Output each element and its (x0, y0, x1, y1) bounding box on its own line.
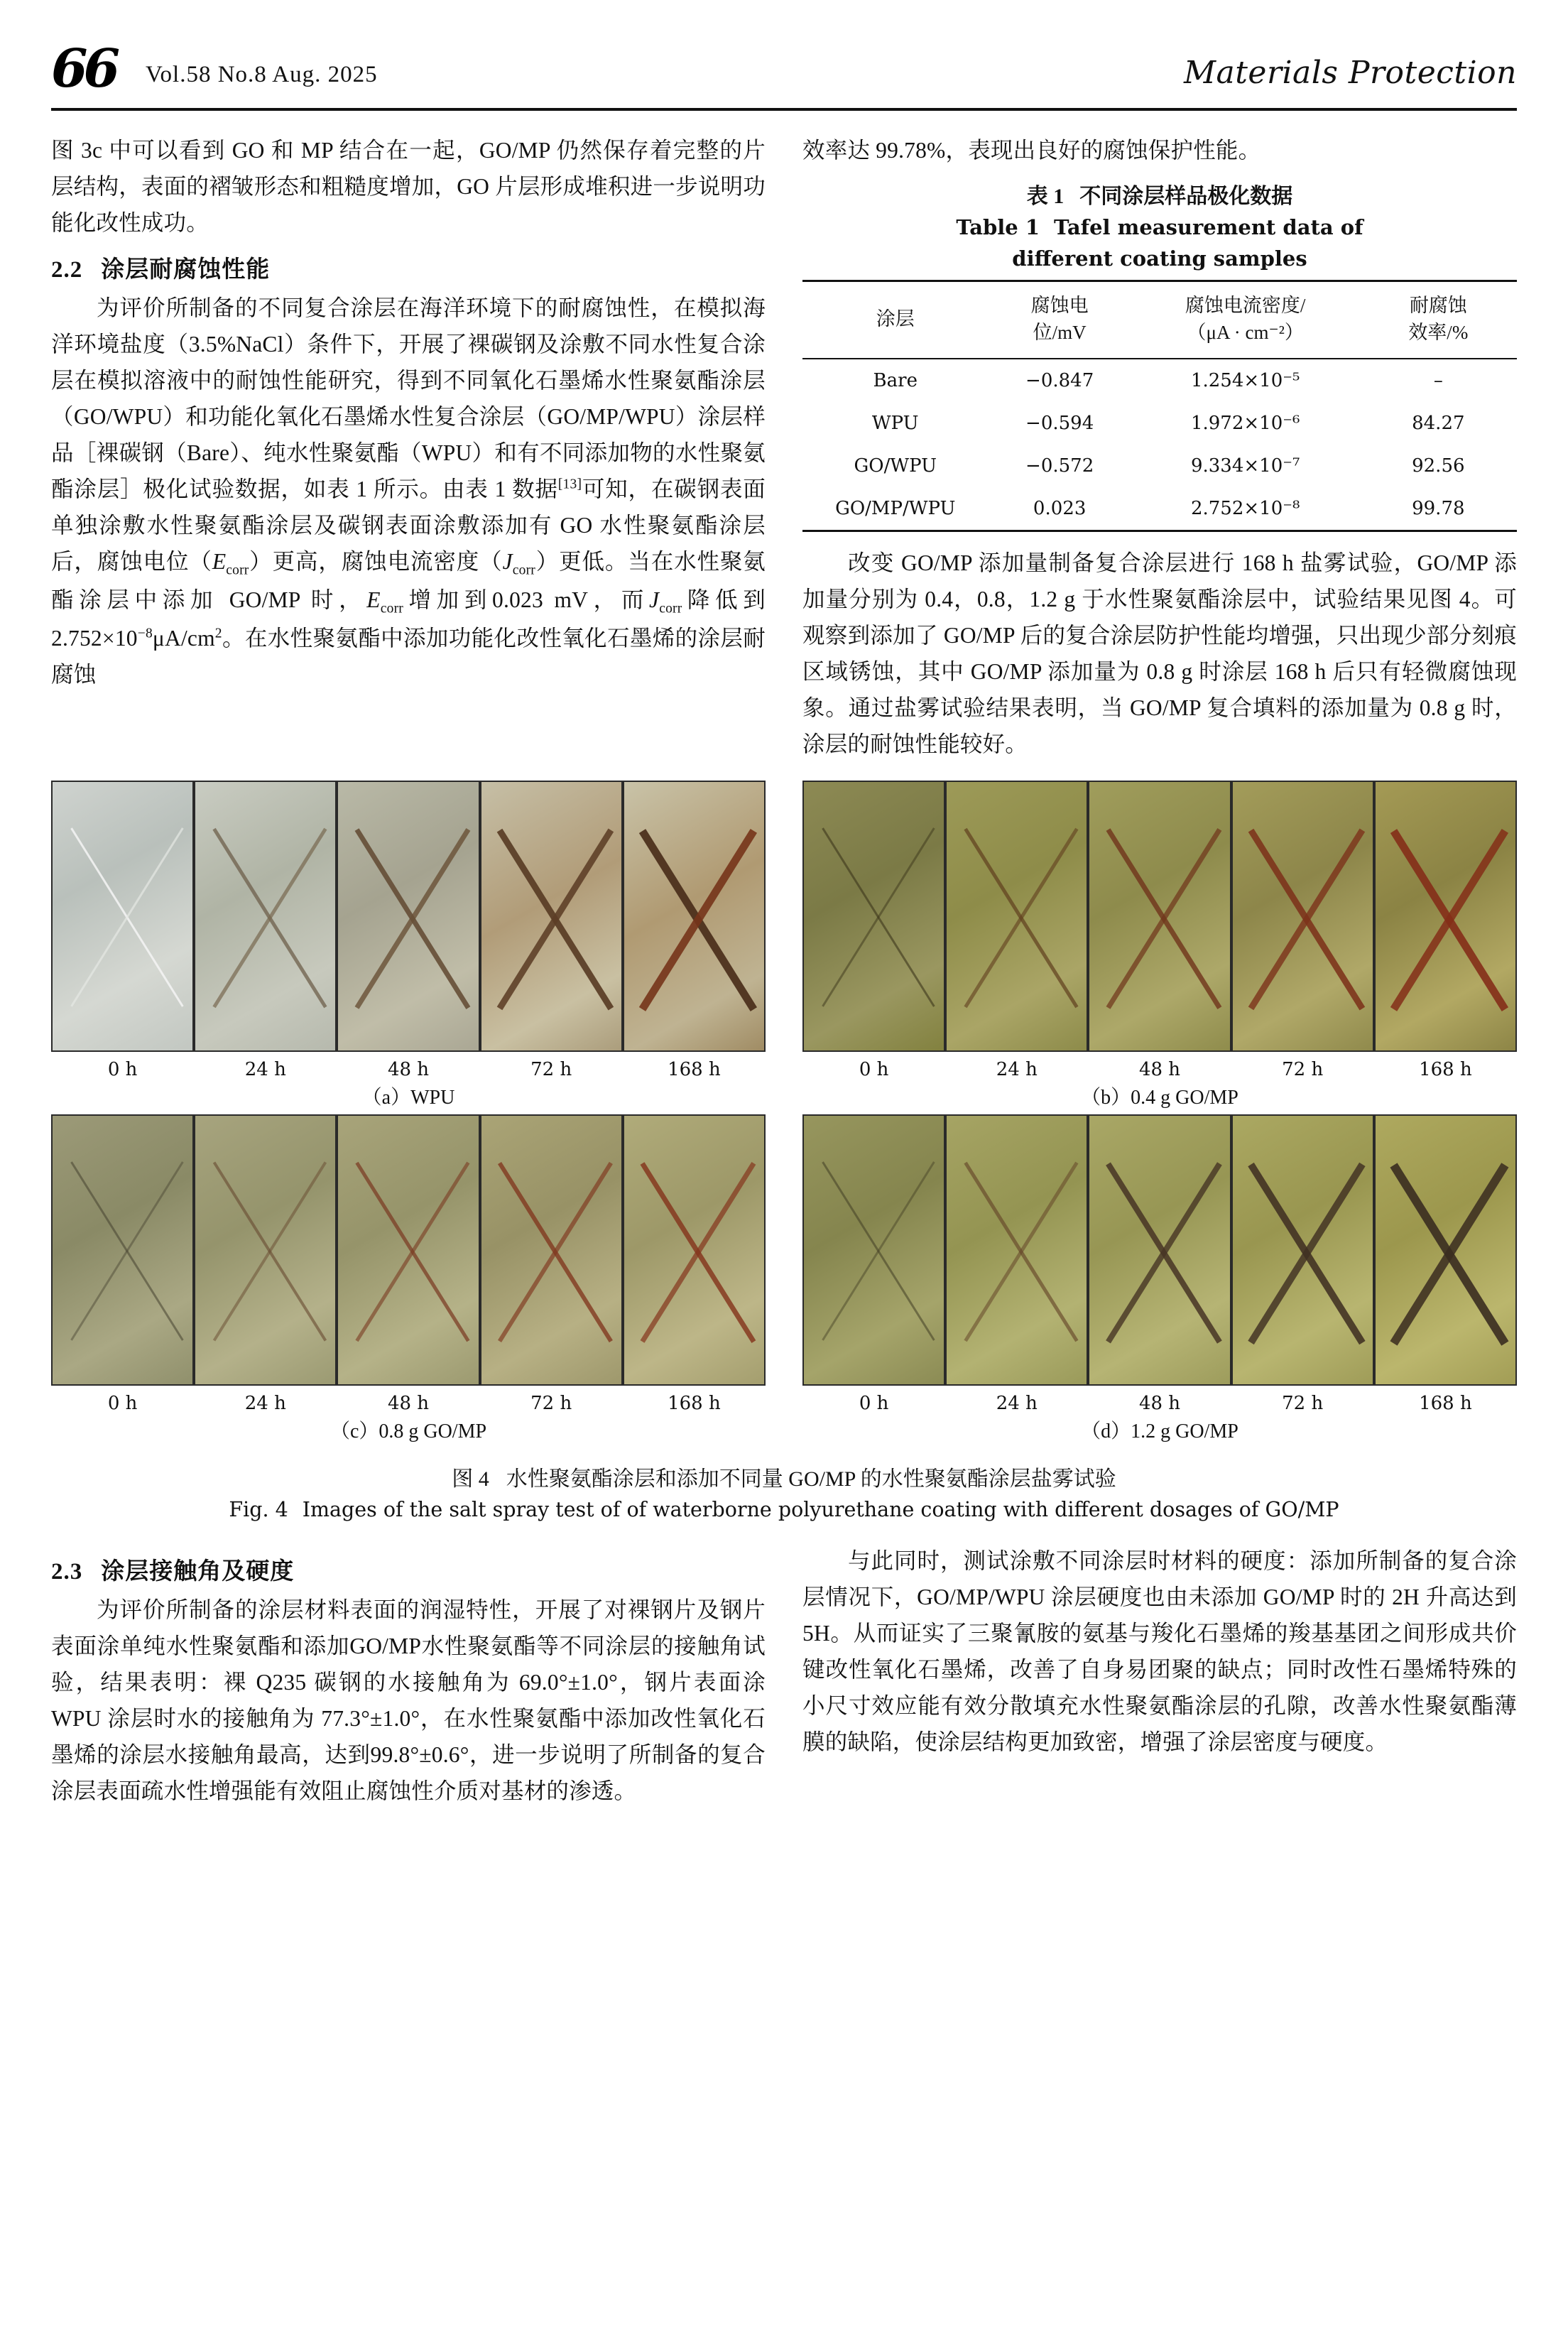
figure-4-text-en: Images of the salt spray test of of waterborne polyurethane coating with different dosages of GO/MP (302, 1497, 1339, 1521)
table1-title-cn: 不同涂层样品极化数据 (1079, 185, 1293, 209)
cell-efficiency: – (1433, 369, 1443, 391)
col-header-ecorr: 腐蚀电 位/mV (989, 281, 1131, 359)
paragraph-contact-angle: 为评价所制备的涂层材料表面的润湿特性，开展了对裸钢片及钢片表面涂单纯水性聚氨酯和添加GO/MP水性聚氨酯等不同涂层的接触角试验，结果表明：裸 Q235 碳钢的水接触角为 69.0°±1.0°，钢片表面涂 WPU 涂层时水的接触角为 77.3°±1.0°，在水性聚氨酯中添加改性氧化石墨烯的涂层水接触角最高，达到99.8°±0.6°，进一步说明了所制备的复合涂层表面疏水性增强能有效阻止腐蚀性介质对基材的渗透。 (51, 1597, 766, 1803)
paragraph-corrosion-part3: ）更高，腐蚀电流密度（ (249, 549, 503, 575)
heading-2-3 (51, 1553, 766, 1586)
time-label: 72 h (530, 1392, 572, 1414)
paragraph-corrosion-part5: 增加到0.023 mV，而 (403, 587, 650, 613)
cell-ecorr: −0.847 (1025, 369, 1094, 391)
figure-4-caption-cn (51, 1461, 1517, 1492)
sample-image (1089, 1116, 1229, 1384)
time-label: 48 h (1138, 1392, 1181, 1414)
panel-caption-d: （d）1.2 g GO/MP (1081, 1420, 1238, 1442)
paragraph-hardness: 与此同时，测试涂敷不同涂层时材料的硬度：添加所制备的复合涂层情况下，GO/MP/WPU 涂层硬度也由未添加 GO/MP 时的 2H 升高达到 5H。从而证实了三聚氰胺的氨基与羧化石墨烯的羧基基团之间形成共价键改性氧化石墨烯，改善了自身易团聚的缺点；同时改性石墨烯特殊的小尺寸效应能有效分散填充水性聚氨酯涂层的孔隙，改善水性聚氨酯薄膜的缺陷，使涂层结构更加致密，增强了涂层密度与硬度。 (802, 1548, 1517, 1754)
panel-caption-c: （c）0.8 g GO/MP (330, 1420, 487, 1442)
symbol-jcorr-2: J (649, 587, 660, 613)
table1-caption-en (802, 212, 1517, 274)
table-row (802, 402, 1517, 445)
sample-image (53, 1116, 192, 1384)
cell-jcorr: 2.752×10⁻⁸ (1131, 487, 1360, 531)
bottom-right-column (802, 1543, 1517, 1810)
time-label: 48 h (387, 1058, 430, 1080)
citation-13: [13] (557, 477, 582, 492)
right-column (802, 132, 1517, 764)
symbol-jcorr-2-sub: corr (659, 601, 682, 616)
bottom-left-column (51, 1543, 766, 1810)
figure-4-grid (51, 781, 1517, 1448)
time-labels (802, 1386, 1517, 1414)
left-column (51, 132, 766, 764)
table1-label-cn: 表 1 (1026, 185, 1065, 209)
figure-4-text-cn: 水性聚氨酯涂层和添加不同量 GO/MP 的水性聚氨酯涂层盐雾试验 (506, 1467, 1116, 1491)
col-header-efficiency: 耐腐蚀 效率/% (1360, 281, 1517, 359)
cell-coating: GO/WPU (854, 455, 937, 477)
time-label: 24 h (996, 1392, 1038, 1414)
cell-efficiency: 92.56 (1412, 455, 1465, 477)
time-label: 168 h (1419, 1058, 1472, 1080)
time-label: 48 h (387, 1392, 430, 1414)
paragraph-efficiency: 效率达 99.78%，表现出良好的腐蚀保护性能。 (802, 138, 1261, 163)
cell-coating: Bare (873, 369, 918, 391)
cell-jcorr: 9.334×10⁻⁷ (1190, 455, 1300, 477)
paragraph-corrosion-part7: μA/cm (152, 626, 215, 651)
sample-image (947, 1116, 1087, 1384)
figure-panel-a (51, 781, 766, 1110)
symbol-ecorr-2: E (366, 587, 381, 613)
sample-image (1376, 782, 1515, 1050)
heading-2-3-title: 涂层接触角及硬度 (101, 1558, 295, 1585)
cell-jcorr: 1.254×10⁻⁵ (1190, 369, 1300, 391)
sample-image (1376, 1116, 1515, 1384)
sample-image (195, 782, 335, 1050)
sample-image (338, 782, 478, 1050)
time-label: 168 h (668, 1392, 721, 1414)
symbol-jcorr-sub: corr (512, 563, 535, 578)
sample-image (947, 782, 1087, 1050)
table1-title-en-l1: Tafel measurement data of (1054, 215, 1363, 240)
header-divider (51, 108, 1517, 111)
exponent-2: 2 (214, 626, 222, 641)
figure-4 (51, 781, 1517, 1521)
sample-image (1233, 782, 1373, 1050)
col-header-jcorr: 腐蚀电流密度/ （μA · cm⁻²） (1131, 281, 1360, 359)
symbol-ecorr-sub: corr (226, 563, 249, 578)
time-label: 72 h (1282, 1058, 1324, 1080)
time-label: 24 h (244, 1058, 286, 1080)
journal-title: Materials Protection (1183, 55, 1517, 91)
paragraph-corrosion-part1: 为评价所制备的不同复合涂层在海洋环境下的耐腐蚀性，在模拟海洋环境盐度（3.5%NaCl）条件下，开展了裸碳钢及涂敷不同水性复合涂层在模拟溶液中的耐蚀性能研究，得到不同氧化石墨烯水性聚氨酯涂层（GO/WPU）和功能化氧化石墨烯水性复合涂层（GO/MP/WPU）涂层样品［裸碳钢（Bare）、纯水性聚氨酯（WPU）和有不同添加物的水性聚氨酯涂层］极化试验数据，如表 1 所示。由表 1 数据 (51, 295, 766, 502)
page-header (51, 0, 1517, 107)
symbol-ecorr-2-sub: corr (380, 601, 403, 616)
col-header-coating: 涂层 (802, 281, 989, 359)
paragraph-corrosion-part8: 。在水性聚氨酯中添加功能化改性氧化石墨烯的涂层耐腐蚀 (51, 626, 766, 688)
main-columns (51, 132, 1517, 764)
time-label: 0 h (107, 1058, 138, 1080)
sample-image (804, 1116, 944, 1384)
image-strip-12g (802, 1114, 1517, 1386)
time-label: 24 h (244, 1392, 286, 1414)
cell-ecorr: 0.023 (989, 487, 1131, 531)
time-label: 168 h (668, 1058, 721, 1080)
figure-4-label-cn: 图 4 (452, 1467, 489, 1491)
table-row (802, 445, 1517, 487)
sample-image (804, 782, 944, 1050)
time-label: 72 h (530, 1058, 572, 1080)
figure-panel-d (802, 1114, 1517, 1444)
cell-ecorr: −0.594 (1025, 412, 1094, 434)
bottom-columns (51, 1543, 1517, 1810)
table-header-row (802, 281, 1517, 359)
paragraph-corrosion-part6: 降低到 2.752×10 (51, 587, 766, 651)
paragraph-saltspray: 改变 GO/MP 添加量制备复合涂层进行 168 h 盐雾试验，GO/MP 添加量分别为 0.4，0.8，1.2 g 于水性聚氨酯涂层中，试验结果见图 4。可观察到添加了 GO/MP 后的复合涂层防护性能均增强，只出现少部分刻痕区域锈蚀，其中 GO/MP 添加量为 0.8 g 时涂层 168 h 后只有轻微腐蚀现象。通过盐雾试验结果表明，当 GO/MP 复合填料的添加量为 0.8 g 时，涂层的耐蚀性能较好。 (802, 550, 1517, 756)
sample-image (624, 1116, 764, 1384)
time-label: 72 h (1282, 1392, 1324, 1414)
time-label: 0 h (107, 1392, 138, 1414)
cell-ecorr: −0.572 (1025, 455, 1094, 477)
table1-title-en-l2: different coating samples (1012, 246, 1307, 271)
sample-image (195, 1116, 335, 1384)
table1-label-en: Table 1 (956, 215, 1040, 240)
figure-4-label-en: Fig. 4 (229, 1497, 288, 1521)
paragraph-corrosion (51, 290, 766, 692)
heading-2-2-title: 涂层耐腐蚀性能 (101, 257, 271, 283)
time-label: 24 h (996, 1058, 1038, 1080)
time-labels (51, 1386, 766, 1414)
time-label: 48 h (1138, 1058, 1181, 1080)
table1-caption-cn (802, 178, 1517, 210)
symbol-jcorr: J (502, 549, 513, 575)
paragraph-corrosion-part2: 可知，在碳钢表面单独涂敷水性聚氨酯涂层及碳钢表面涂敷添加有 GO 水性聚氨酯涂层后，腐蚀电位（ (51, 477, 766, 575)
time-labels (51, 1052, 766, 1080)
sample-image (53, 782, 192, 1050)
folio-number: 66 (51, 38, 116, 99)
panel-caption-b: （b）0.4 g GO/MP (1081, 1086, 1238, 1109)
table1-polarization-data (802, 280, 1517, 532)
cell-coating: GO/MP/WPU (802, 487, 989, 531)
symbol-ecorr: E (212, 549, 227, 575)
sample-image (1233, 1116, 1373, 1384)
sample-image (481, 782, 621, 1050)
figure-4-caption-en (51, 1498, 1517, 1521)
figure-panel-b (802, 781, 1517, 1110)
sample-image (481, 1116, 621, 1384)
figure-panel-c (51, 1114, 766, 1444)
time-label: 168 h (1419, 1392, 1472, 1414)
sample-image (1089, 782, 1229, 1050)
table-row (802, 359, 1517, 402)
exponent-minus8: −8 (137, 626, 153, 641)
image-strip-04g (802, 781, 1517, 1052)
cell-coating: WPU (871, 412, 919, 434)
sample-image (338, 1116, 478, 1384)
heading-2-2-number: 2.2 (51, 257, 83, 283)
issue-info: Vol.58 No.8 Aug. 2025 (145, 62, 378, 87)
time-label: 0 h (859, 1392, 889, 1414)
paragraph-fig3c: 图 3c 中可以看到 GO 和 MP 结合在一起，GO/MP 仍然保存着完整的片层结构，表面的褶皱形态和粗糙度增加，GO 片层形成堆积进一步说明功能化改性成功。 (51, 138, 766, 236)
panel-caption-a: （a）WPU (361, 1086, 455, 1109)
cell-efficiency: 99.78 (1360, 487, 1517, 531)
sample-image (624, 782, 764, 1050)
paragraph-corrosion-part4: ）更低。当在水性聚氨酯涂层中添加 GO/MP 时， (51, 549, 766, 613)
time-label: 0 h (859, 1058, 889, 1080)
image-strip-08g (51, 1114, 766, 1386)
image-strip-wpu (51, 781, 766, 1052)
cell-efficiency: 84.27 (1412, 412, 1465, 434)
heading-2-2 (51, 251, 766, 284)
table-row (802, 487, 1517, 531)
time-labels (802, 1052, 1517, 1080)
heading-2-3-number: 2.3 (51, 1558, 83, 1585)
cell-jcorr: 1.972×10⁻⁶ (1190, 412, 1300, 434)
